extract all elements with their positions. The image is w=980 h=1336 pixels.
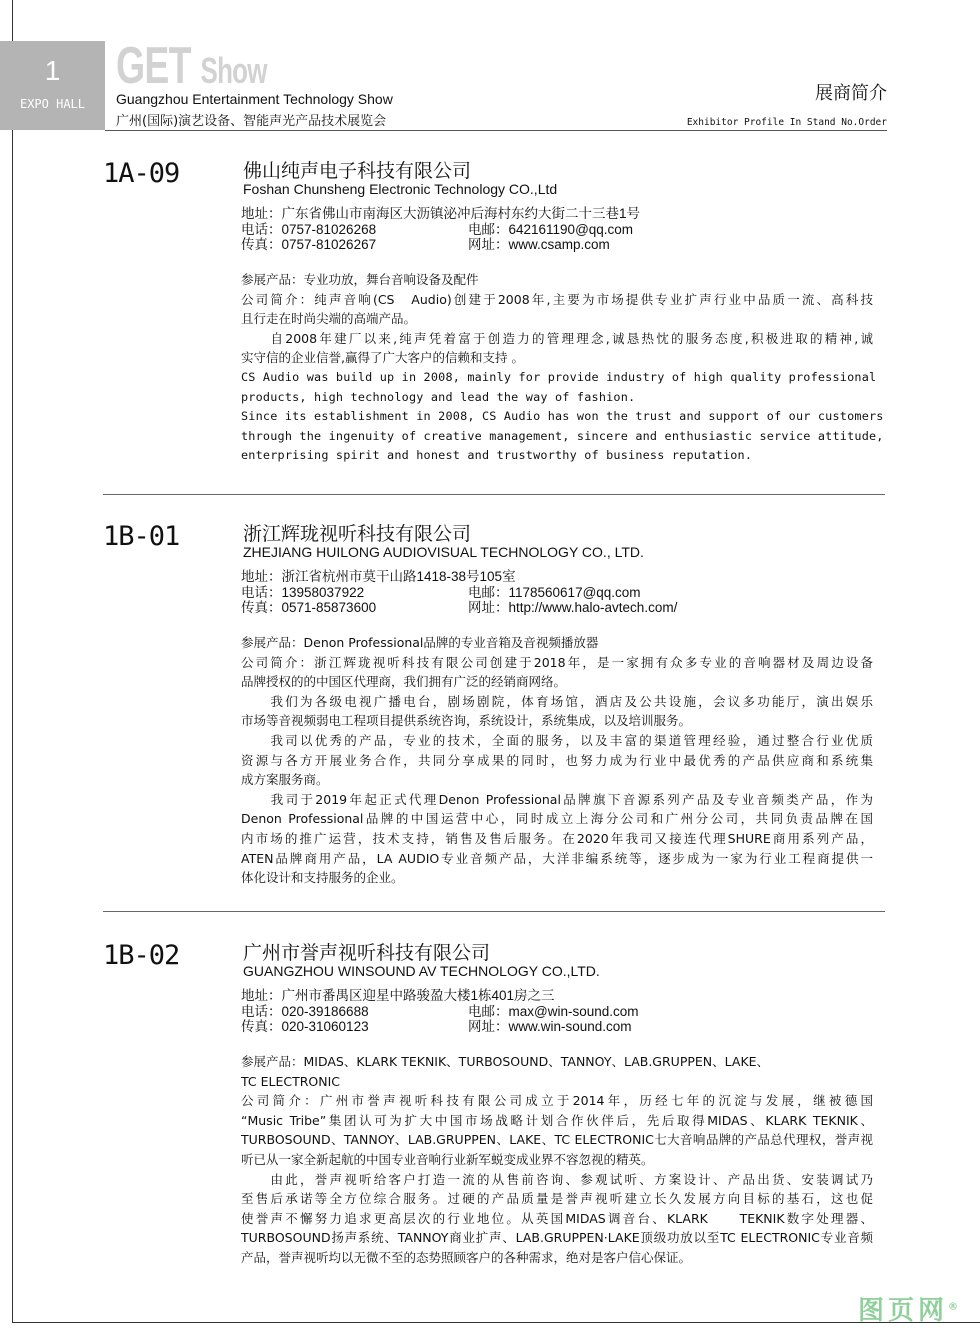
- stand-number: 1B-02: [103, 940, 180, 971]
- text-line: ATEN品牌商用产品，LA AUDIO专业音频产品，大洋非编系统等，逐步成为一家为行业工程商提供一: [241, 850, 873, 866]
- company-description: [241, 1052, 873, 1268]
- text-line: TURBOSOUND、TANNOY、LAB.GRUPPEN、LAKE、TC ELECTRONIC七大音响品牌的产品总代理权，誉声视: [241, 1132, 873, 1148]
- section-divider: [103, 911, 885, 912]
- text-line: 我司以优秀的产品，专业的技术，全面的服务，以及丰富的渠道管理经验，通过整合行业优质: [241, 732, 873, 748]
- text-line: products, high technology and lead the way of fashion.: [241, 389, 636, 404]
- text-line: 市场等音视频弱电工程项目提供系统咨询，系统设计，系统集成，以及培训服务。: [241, 713, 692, 729]
- hall-label: EXPO HALL: [19, 97, 86, 111]
- text-line: 听已从一家全新起航的中国专业音响行业新军蜕变成业界不容忽视的精英。: [241, 1151, 654, 1167]
- email: 电邮：max@win-sound.com: [468, 1003, 639, 1019]
- text-line: TC ELECTRONIC: [241, 1073, 341, 1089]
- website: 网址：www.csamp.com: [468, 237, 610, 252]
- hall-badge: [0, 41, 105, 130]
- fax: 传真：0757-81026267: [241, 237, 377, 252]
- text-line: 公司简介：广州市誉声视听科技有限公司成立于2014年，历经七年的沉淀与发展，继被德国: [241, 1093, 873, 1109]
- text-line: 资源与各方开展业务合作，共同分享成果的同时，也努力成为行业中最优秀的产品供应商和系统集: [241, 752, 873, 768]
- text-line: 自2008年建厂以来,纯声凭着富于创造力的管理理念,诚恳热忱的服务态度,积极进取的精神,诚: [241, 330, 873, 346]
- text-line: 至售后承诺等全方位综合服务。过硬的产品质量是誉声视听建立长久发展方向目标的基石，这也促: [241, 1191, 873, 1207]
- fax: 传真：020-31060123: [241, 1019, 369, 1034]
- phone: 电话：0757-81026268: [241, 221, 377, 237]
- text-line: through the ingenuity of creative management, sincere and enthusiastic service attitude,: [241, 428, 884, 443]
- website: 网址：http://www.halo-avtech.com/: [468, 600, 678, 615]
- stand-number: 1B-01: [103, 521, 180, 552]
- text-line: 公司简介：纯声音响(CS Audio)创建于2008年,主要为市场提供专业扩声行业中品质一流、高科技: [241, 291, 873, 307]
- show-name-en: Guangzhou Entertainment Technology Show: [116, 91, 393, 107]
- company-name-en: ZHEJIANG HUILONG AUDIOVISUAL TECHNOLOGY CO., LTD.: [243, 544, 644, 560]
- text-line: Since its establishment in 2008, CS Audio has won the trust and support of our customers: [241, 409, 884, 424]
- text-line: 体化设计和支持服务的企业。: [241, 870, 404, 886]
- text-line: “Music Tribe”集团认可为扩大中国市场战略计划合作伙伴后，先后取得MIDAS、KLARK TEKNIK、: [241, 1112, 873, 1128]
- hall-number: 1: [44, 55, 61, 86]
- address: 地址：广州市番禺区迎星中路骏盈大楼1栋401房之三: [241, 988, 555, 1003]
- text-line: 参展产品：MIDAS、KLARK TEKNIK、TURBOSOUND、TANNOY、LAB.GRUPPEN、LAKE、: [241, 1054, 770, 1069]
- contact-info: [241, 988, 639, 1035]
- watermark-logo: 图页网®: [858, 1296, 963, 1326]
- company-description: [241, 633, 873, 888]
- website: 网址：www.win-sound.com: [468, 1019, 632, 1034]
- text-line: Denon Professional品牌的中国运营中心，同时成立上海分公司和广州分公司，共同负责品牌在国: [241, 811, 873, 827]
- text-line: 参展产品：Denon Professional品牌的专业音箱及音视频播放器: [241, 635, 599, 650]
- contact-info: [241, 206, 640, 253]
- text-line: 成方案服务商。: [241, 772, 329, 788]
- header-divider: [105, 130, 887, 131]
- company-description: [241, 270, 884, 466]
- email: 电邮：642161190@qq.com: [468, 221, 634, 237]
- stand-number: 1A-09: [103, 158, 180, 189]
- text-line: 且行走在时尚尖端的高端产品。: [241, 311, 417, 327]
- address: 地址：广东省佛山市南海区大沥镇泌冲后海村东约大街二十三巷1号: [241, 206, 641, 221]
- company-name-cn: 浙江辉珑视听科技有限公司: [243, 523, 472, 545]
- text-line: CS Audio was build up in 2008, mainly for provide industry of high quality professional: [241, 369, 877, 384]
- show-name-cn: 广州(国际)演艺设备、智能声光产品技术展览会: [116, 114, 387, 129]
- text-line: TURBOSOUND扬声系统、TANNOY商业扩声、LAB.GRUPPEN·LAKE顶级功放以至TC ELECTRONIC专业音频: [241, 1230, 873, 1246]
- address: 地址：浙江省杭州市莫干山路1418-38号105室: [241, 569, 516, 584]
- company-name-cn: 佛山纯声电子科技有限公司: [243, 160, 472, 182]
- section-divider: [103, 494, 885, 495]
- phone: 电话：020-39186688: [241, 1003, 369, 1019]
- phone: 电话：13958037922: [241, 584, 365, 600]
- text-line: 我们为各级电视广播电台，剧场剧院，体育场馆，酒店及公共设施，会议多功能厅，演出娱乐: [241, 693, 873, 709]
- page-subtitle: Exhibitor Profile In Stand No.Order: [686, 117, 887, 128]
- logo-sub: Show: [200, 50, 267, 91]
- watermark-text: 图页网: [858, 1296, 949, 1326]
- fax: 传真：0571-85873600: [241, 600, 377, 615]
- company-name-en: GUANGZHOU WINSOUND AV TECHNOLOGY CO.,LTD.: [243, 963, 600, 979]
- text-line: 由此，誉声视听给客户打造一流的从售前咨询、参观试听、方案设计、产品出货、安装调试乃: [241, 1171, 873, 1187]
- get-show-logo: [116, 36, 267, 96]
- text-line: 品牌授权的的中国区代理商，我们拥有广泛的经销商网络。: [241, 674, 567, 690]
- text-line: enterprising spirit and honest and trustworthy of business reputation.: [241, 448, 753, 463]
- text-line: 产品，誉声视听均以无微不至的态势照顾客户的各种需求，绝对是客户信心保证。: [241, 1249, 692, 1265]
- text-line: 我司于2019年起正式代理Denon Professional品牌旗下音源系列产品及专业音频类产品，作为: [241, 791, 873, 807]
- text-line: 使誉声不懈努力追求更高层次的行业地位。从英国MIDAS调音台、KLARK TEKNIK数字处理器、: [241, 1210, 873, 1226]
- page-frame-bottom: [12, 1322, 980, 1323]
- text-line: 参展产品：专业功放，舞台音响设备及配件: [241, 272, 479, 287]
- text-line: 实守信的企业信誉,赢得了广大客户的信赖和支持 。: [241, 350, 524, 366]
- email: 电邮：1178560617@qq.com: [468, 584, 641, 600]
- company-name-cn: 广州市誉声视听科技有限公司: [243, 942, 491, 964]
- contact-info: [241, 569, 677, 616]
- text-line: 公司简介：浙江辉珑视听科技有限公司创建于2018年，是一家拥有众多专业的音响器材及周边设备: [241, 654, 873, 670]
- logo-main: GET: [116, 37, 191, 95]
- company-name-en: Foshan Chunsheng Electronic Technology CO.,Ltd: [243, 181, 558, 197]
- page-frame-left: [12, 0, 13, 1323]
- page-title: 展商简介: [815, 83, 887, 104]
- text-line: 内市场的推广运营，技术支持，销售及售后服务。在2020年我司又接连代理SHURE商用系列产品，: [241, 830, 873, 846]
